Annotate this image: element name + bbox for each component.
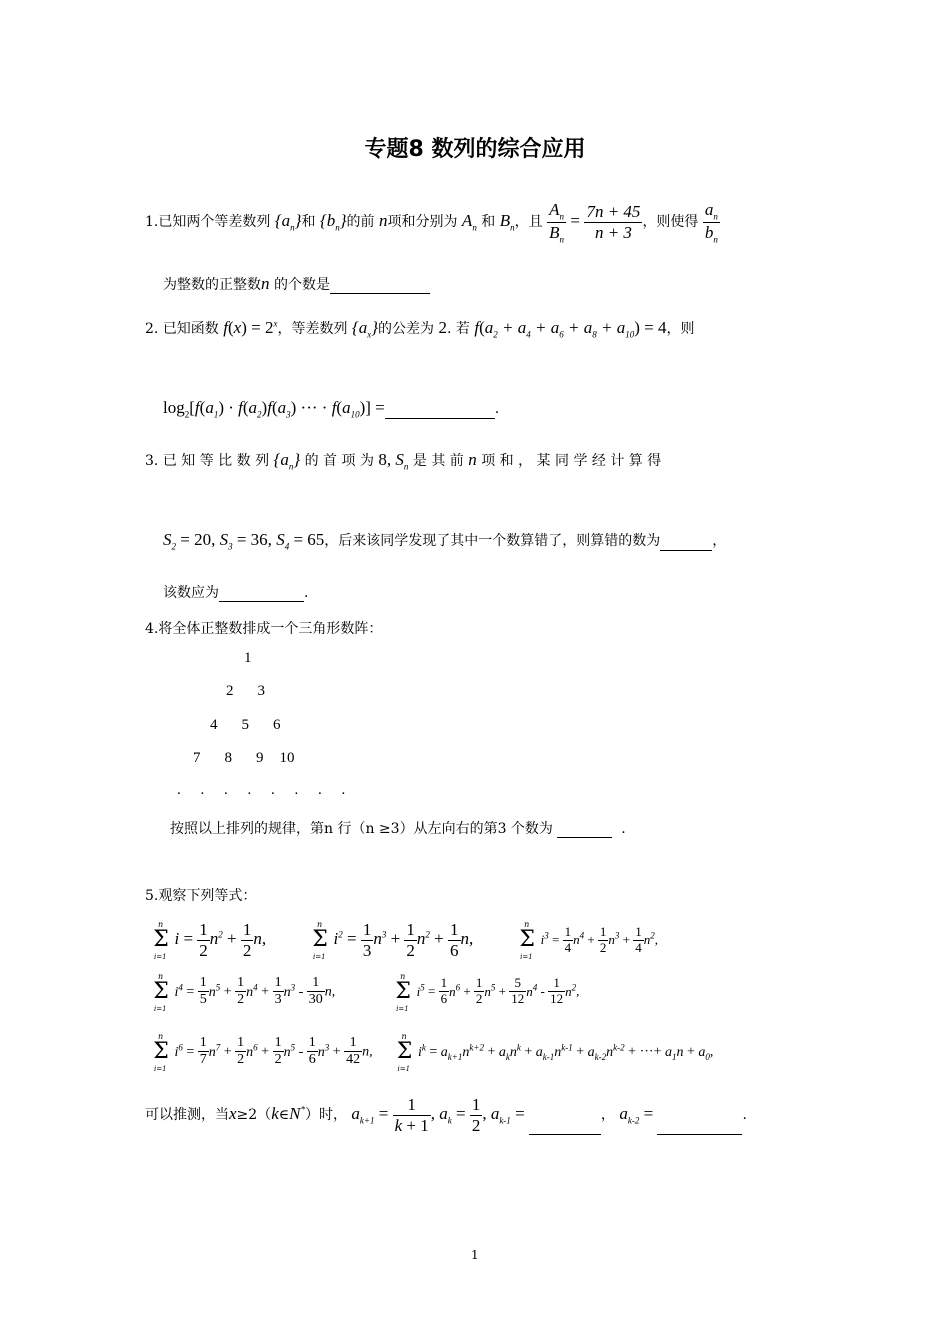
page-title: 专题8 数列的综合应用 (364, 137, 586, 162)
question-2-line-2: $\log_2[f(a_1) \cdot f(a_2)f(a_3)$ ··· · $f(a_{10})$] = . (163, 398, 500, 420)
triangle-row-2: 2 3 (226, 683, 265, 699)
triangle-row-1: 1 (244, 650, 252, 666)
triangle-row-3: 4 5 6 (210, 717, 281, 733)
triangle-dots: . . . . . . . . (177, 782, 354, 798)
question-1-line-2: 为整数的正整数n 的个数是 (163, 274, 430, 294)
equation-row-1: n Σ i=1 i = $\frac{1}{2}$ $n^2$ + $\frac{1}{2}$ n, n Σ i=1 $i^2$ = $\frac{1}{3}$ $n^3$ + $\frac{1}{2}$ $n^2$ + $\frac{1}{6}$ n, n Σ i=1 $i^3$ = $\frac{1}{4}$ $n^4$ + $\frac{1}{2}$ $n^3$ + $\frac{1}{4}$ $n^2$, (153, 920, 659, 962)
question-3-line-2: $S_2 = 20$, $S_3 = 36$, $S_4 = 65$，后来该同学发现了其中一个数算错了，则算错的数为 ， (163, 530, 727, 552)
question-4-text: 4.将全体正整数排成一个三角形数阵： (145, 621, 383, 637)
question-3-line-3: 该数应为 . (163, 585, 309, 601)
equation-row-2: n Σ i=1 $i^4$ = $\frac{1}{5}$ $n^5$ + $\frac{1}{2}$ $n^4$ + $\frac{1}{3}$ $n^3$ - $\frac{1}{30}$ n, n Σ i=1 $i^5$ = $\frac{1}{6}$ $n^6$ + $\frac{1}{2}$ $n^5$ + $\frac{5}{12}$ $n^4$ - $\frac{1}{12}$ $n^2$, (153, 971, 580, 1013)
question-4-question: 按照以上排列的规律，第n 行（n ≥3）从左向右的第3 个数为 . (170, 821, 626, 837)
equation-row-3: n Σ i=1 $i^6$ = $\frac{1}{7}$ $n^7$ + $\frac{1}{2}$ $n^6$ + $\frac{1}{2}$ $n^5$ - $\frac{1}{6}$ $n^3$ + $\frac{1}{42}$ n, n Σ i=1 $i^k = a_{k+1}n^{k+2} + a_kn^k + a_{k-1}n^{k-1} + a_{k-2}n^{k-2}$ + ···+ $a_1n + a_0$, (153, 1031, 714, 1073)
page-number: 1 (471, 1248, 479, 1262)
question-2-line-1: 2. 已知函数 $f(x) = 2^x$，等差数列 $\{a_x\}$的公差为 2. 若 $f(a_2 + a_4 + a_6 + a_8 + a_{10}) = 4$，则 (145, 318, 695, 340)
question-5-conclusion: 可以推测，当x≥2（k∈N*）时， $a_{k+1}$ = $\frac{1}{k + 1}$ , $a_k$ = $\frac{1}{2}$ , $a_{k-1}$ = ， $a_{k-2}$ = . (145, 1095, 747, 1135)
triangle-row-4: 7 8 9 10 (193, 750, 295, 766)
question-5-text: 5.观察下列等式： (145, 888, 257, 904)
question-1-line-1: 1.已知两个等差数列 $\{a_n\}$和 $\{b_n\}$的前 n项和分别为 $A_n$ 和 $B_n$，且 $\frac{A_n}{B_n}$ = $\frac{7n + 45}{n + 3}$ ，则使得 $\frac{a_n}{b_n}$ (145, 200, 718, 245)
question-3-line-1: 3. 已 知 等 比 数 列 $\{a_n\}$ 的 首 项 为 8, $S_n$ 是 其 前 n 项 和 ， 某 同 学 经 计 算 得 (145, 450, 662, 472)
